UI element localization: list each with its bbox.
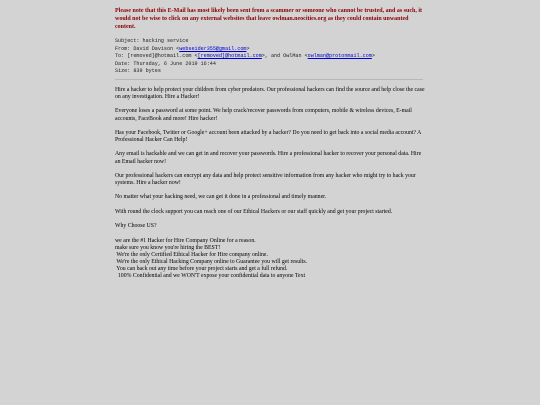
date-row [115, 61, 435, 69]
to-middle: , and OwlMan [264, 53, 302, 60]
list-line: make sure you know you're hiring the BEST! [115, 244, 221, 251]
list-line: You can back out any time before your project starts and get a full refund. [115, 265, 288, 272]
to-prefix: [removed]@hotmail.com [127, 53, 192, 60]
body-paragraph: Hire a hacker to help protect your children from cyber predators. Our professional hackers can find the source and help close the case on any investigation. Hire a Hacker! [115, 87, 425, 101]
to-row: To: [removed]@hotmail.com <[removed]@hotmail.com>, and OwlMan <owlman@protonmail.com> [115, 53, 375, 60]
list-line: 100% Confidential and we WON'T expose your confidential data to anyone Text [115, 273, 306, 280]
from-email-link[interactable]: webseider355@gmail.com [179, 45, 247, 52]
from-row: From: David Davison <webseider355@gmail.com> [115, 45, 250, 52]
email-body [115, 87, 427, 280]
email-headers [115, 38, 435, 76]
subject-row [115, 38, 435, 46]
to-email-link-1[interactable]: [removed]@hotmail.com [197, 53, 262, 60]
size-label: Size: [115, 68, 131, 75]
header-divider [115, 79, 423, 80]
list-line: We're the only Certified Ethical Hacker for Hire company online. [115, 251, 268, 258]
scam-warning: Please note that this E-Mail has most likely been sent from a scammer or someone who cannot be trusted, and as such, it would not be wise to click on any external websites that leave owlman.neocities.org as they could contain unwanted content. [115, 8, 422, 30]
body-paragraph: Has your Facebook, Twitter or Google+ account been attacked by a hacker? Do you need to get back into a social media account? A Professional Hacker Can Help! [115, 129, 422, 144]
body-paragraph: Why Choose US? [115, 223, 157, 230]
subject-value: hacking service [142, 38, 189, 44]
body-paragraph: No matter what your hacking need, we can get it done in a professional and timely manner. [115, 194, 327, 201]
list-line: We're the only Ethical Hacking Company online to Guarantee you will get results. [115, 258, 308, 265]
body-list [115, 238, 427, 281]
subject-label: Subject: [115, 38, 140, 44]
body-paragraph: Everyone loses a password at some point. We help crack/recover passwords from computers, mobile & wireless devices, E-mail accounts, FaceBook and more! Hire hacker! [115, 108, 412, 122]
body-paragraph: Any email is hackable and we can get in and recover your passwords. Hire a professional hacker to recover your personal data. Hire an Email hacker now! [115, 151, 422, 165]
list-line: we are the #1 Hacker for Hire Company Online for a reason. [115, 237, 256, 244]
date-label: Date: [115, 60, 131, 67]
size-row [115, 68, 435, 76]
from-label: From: [115, 45, 131, 52]
body-paragraph: With round the clock support you can reach one of our Ethical Hackers or our staff quickly and get your project started. [115, 208, 393, 215]
size-value: 839 bytes [133, 68, 161, 75]
body-paragraph: Our professional hackers can encrypt any data and help protect sensitive information from any hacker who might try to hack your systems. Hire a hacker now! [115, 172, 416, 187]
to-email-link-2[interactable]: owlman@protonmail.com [307, 53, 372, 60]
from-name: David Davison [133, 45, 174, 52]
date-value: Thursday, 6 June 2019 16:44 [133, 60, 216, 67]
to-label: To: [115, 53, 125, 60]
